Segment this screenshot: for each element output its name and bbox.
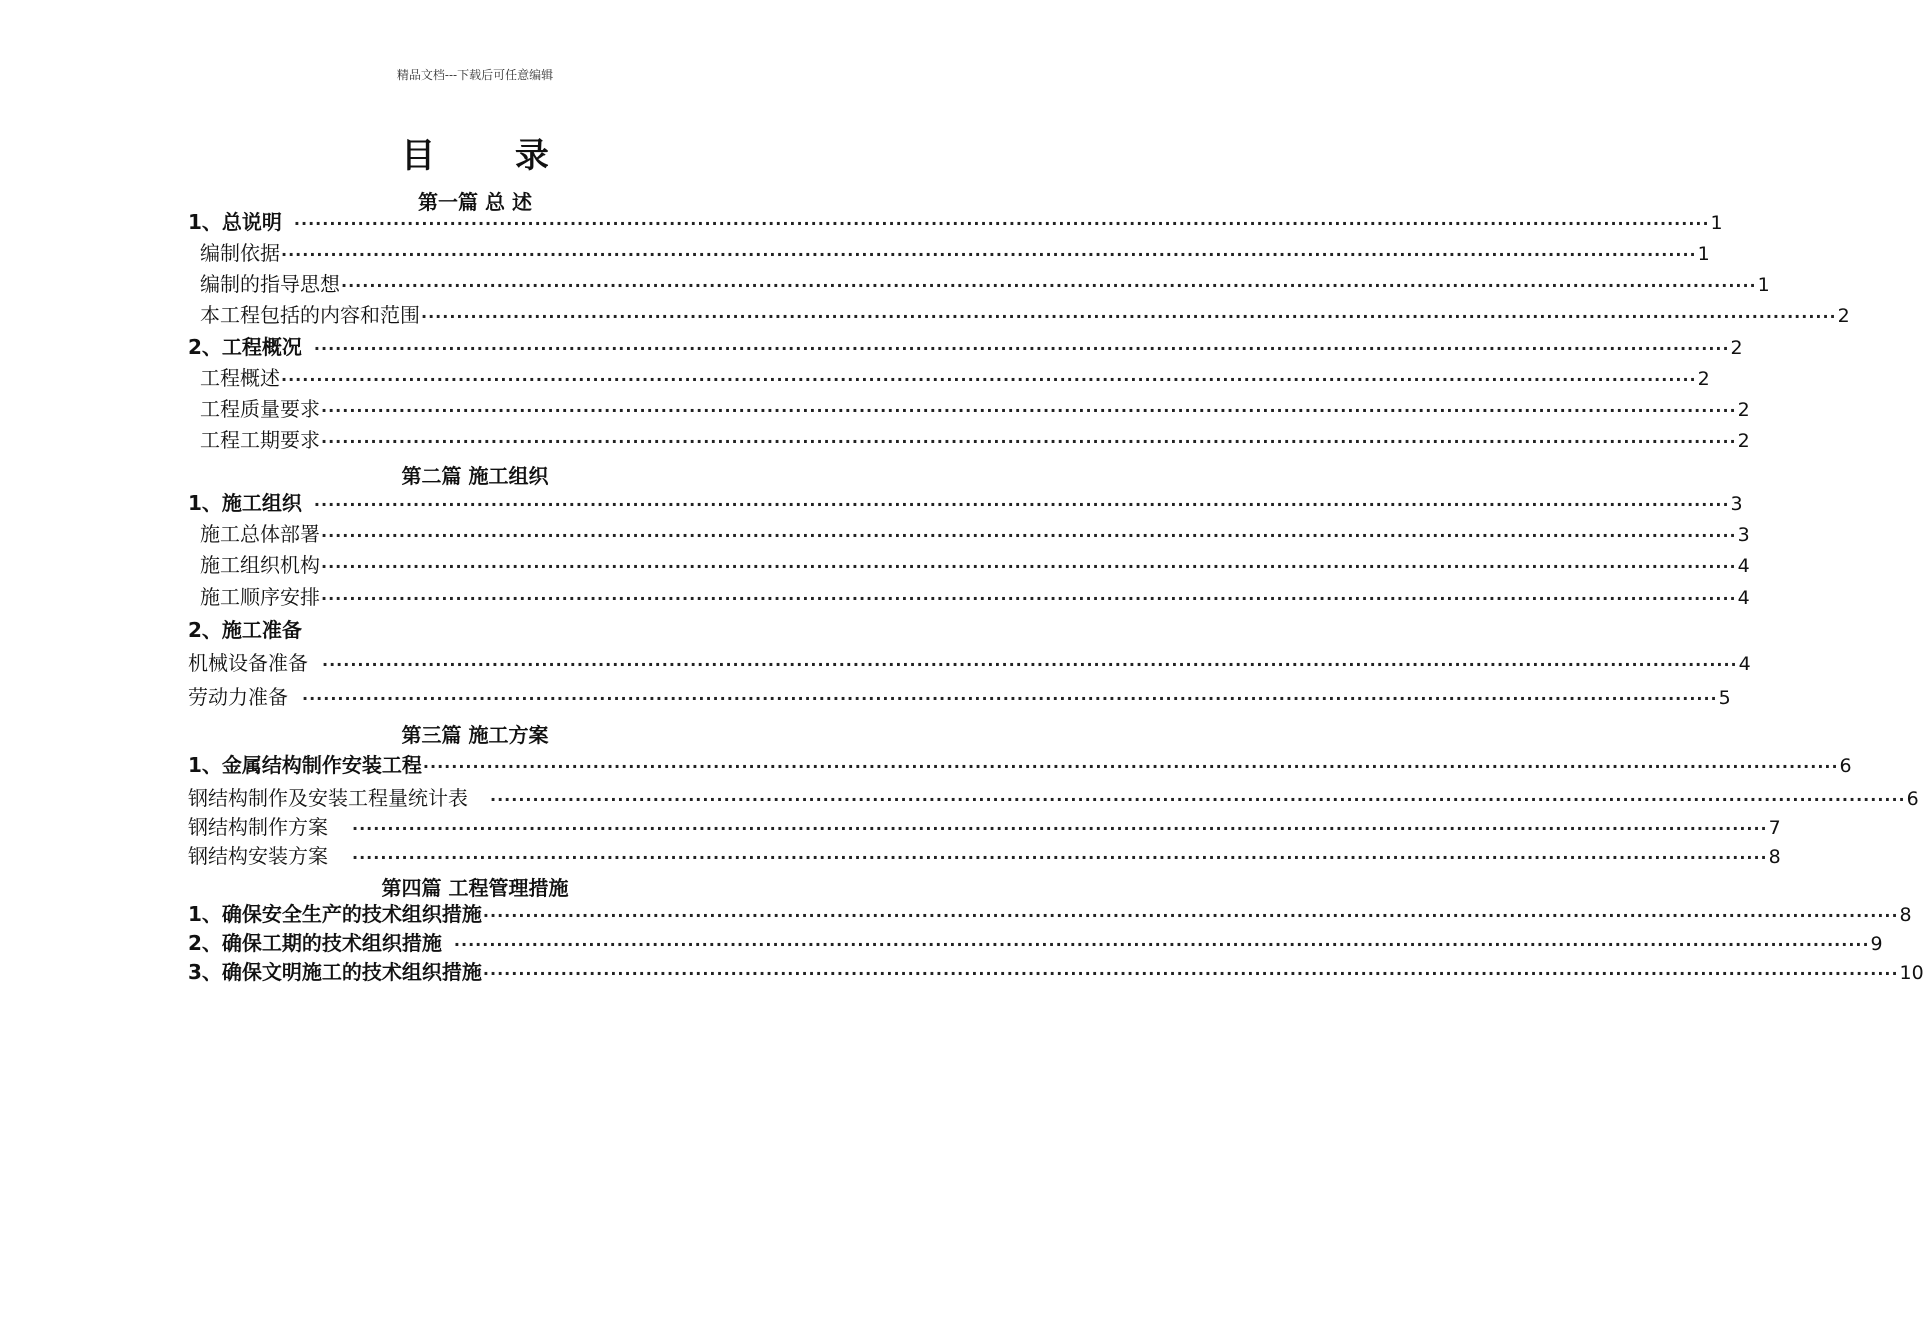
toc-entry-page: 8 [1768,846,1781,868]
toc-entry-page: 4 [1737,555,1750,577]
toc-title: 目 录 [401,136,583,176]
part-heading-3: 第三篇 施工方案 [401,723,549,747]
toc-entry[interactable] [188,684,1731,710]
toc-entry[interactable] [200,365,1710,391]
toc-entry-label: 工程概述 [200,366,280,390]
toc-entry-label: 编制依据 [200,241,280,265]
toc-entry-label: 2、工程概况 [188,335,302,359]
dot-leader: ········································································································································································································ [281,245,1697,264]
toc-entry-page: 4 [1737,587,1750,609]
dot-leader: ········································································································································································································ [302,689,1718,708]
toc-entry[interactable] [200,584,1750,610]
dot-leader: ········································································································································································································ [313,495,1730,514]
toc-entry-page: 1 [1697,243,1710,265]
toc-entry-page: 3 [1730,493,1743,515]
toc-entry[interactable] [188,930,1883,956]
toc-entry-page: 2 [1837,305,1850,327]
toc-entry-page: 1 [1710,212,1723,234]
toc-entry-page: 6 [1906,788,1919,810]
dot-leader: ········································································································································································································ [422,757,1839,776]
toc-entry-label: 编制的指导思想 [200,272,340,296]
dot-leader: ········································································································································································································ [453,935,1870,954]
toc-entry[interactable] [188,901,1912,927]
dot-leader: ········································································································································································································ [352,848,1768,867]
toc-entry-label: 2、确保工期的技术组织措施 [188,931,442,955]
toc-entry-page: 6 [1839,755,1852,777]
toc-entry[interactable] [188,785,1919,811]
toc-entry-page: 7 [1768,817,1781,839]
toc-entry[interactable] [200,240,1710,266]
toc-entry[interactable] [200,271,1770,297]
toc-entry[interactable] [188,814,1781,840]
dot-leader: ········································································································································································································ [293,214,1710,233]
toc-entry[interactable] [200,396,1750,422]
toc-entry-page: 9 [1870,933,1883,955]
dot-leader: ········································································································································································································ [341,276,1757,295]
toc-entry-label: 钢结构制作及安装工程量统计表 [188,786,468,810]
toc-entry-label: 工程工期要求 [200,428,320,452]
toc-entry[interactable] [188,490,1743,516]
dot-leader: ········································································································································································································ [313,339,1730,358]
toc-entry-label: 施工顺序安排 [200,585,320,609]
toc-entry[interactable] [188,650,1751,676]
dot-leader: ········································································································································································································ [321,589,1737,608]
toc-entry-label: 施工总体部署 [200,522,320,546]
dot-leader: ········································································································································································································ [281,370,1697,389]
toc-entry-page: 3 [1737,524,1750,546]
dot-leader: ········································································································································································································ [321,432,1737,451]
toc-entry-page: 4 [1738,653,1751,675]
part-heading-4: 第四篇 工程管理措施 [381,876,569,900]
dot-leader: ········································································································································································································ [321,401,1737,420]
toc-entry[interactable] [188,843,1781,869]
toc-entry-page: 2 [1737,399,1750,421]
dot-leader: ········································································································································································································ [321,557,1737,576]
dot-leader: ········································································································································································································ [482,906,1899,925]
toc-entry-label: 施工组织机构 [200,553,320,577]
toc-entry-label: 3、确保文明施工的技术组织措施 [188,960,482,984]
dot-leader: ········································································································································································································ [490,790,1906,809]
page-header: 精品文档---下载后可任意编辑 [396,68,554,82]
toc-entry-label: 1、金属结构制作安装工程 [188,753,422,777]
toc-entry[interactable] [200,302,1850,328]
toc-entry-page: 8 [1899,904,1912,926]
toc-entry[interactable] [188,209,1723,235]
toc-entry-label: 1、确保安全生产的技术组织措施 [188,902,482,926]
dot-leader: ········································································································································································································ [421,307,1837,326]
part-heading-1: 第一篇 总 述 [418,190,532,214]
toc-entry-page: 1 [1757,274,1770,296]
toc-entry-page: 2 [1737,430,1750,452]
dot-leader: ········································································································································································································ [482,964,1899,983]
toc-entry-label: 本工程包括的内容和范围 [200,303,420,327]
toc-entry[interactable] [188,334,1743,360]
toc-entry-label: 2、施工准备 [188,618,302,642]
toc-entry-label: 机械设备准备 [188,651,308,675]
dot-leader: ········································································································································································································ [321,526,1737,545]
toc-entry-label: 钢结构安装方案 [188,844,328,868]
toc-entry-label: 1、总说明 [188,210,282,234]
dot-leader: ········································································································································································································ [352,819,1768,838]
toc-entry-label: 钢结构制作方案 [188,815,328,839]
toc-entry[interactable] [188,752,1852,778]
toc-entry[interactable] [200,552,1750,578]
toc-entry-page: 10 [1899,962,1924,984]
toc-entry-label: 劳动力准备 [188,685,288,709]
part-heading-2: 第二篇 施工组织 [401,464,549,488]
toc-entry[interactable] [188,959,1924,985]
dot-leader: ········································································································································································································ [322,655,1738,674]
toc-entry-label: 工程质量要求 [200,397,320,421]
toc-entry[interactable] [200,427,1750,453]
toc-entry-page: 2 [1697,368,1710,390]
toc-entry-label: 1、施工组织 [188,491,302,515]
toc-entry-page: 2 [1730,337,1743,359]
toc-entry[interactable] [200,521,1750,547]
toc-entry[interactable] [188,617,388,643]
toc-entry-page: 5 [1718,687,1731,709]
